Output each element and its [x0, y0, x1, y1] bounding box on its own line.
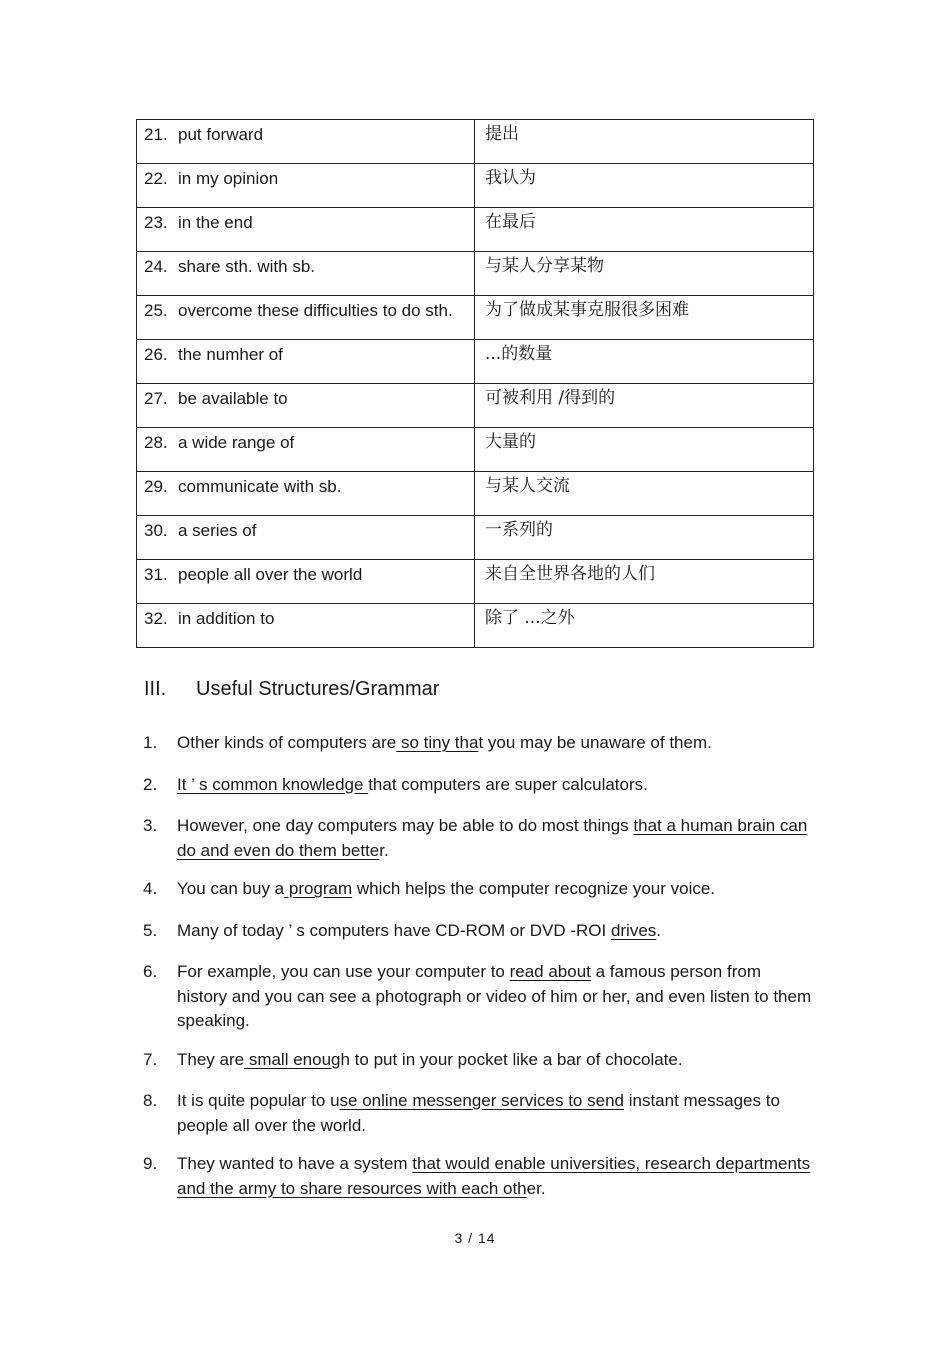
- sentence-fragment: However, one day computers may be able to do most things: [177, 816, 634, 835]
- list-item: [143, 919, 813, 944]
- english-phrase: a wide range of: [178, 433, 295, 452]
- english-phrase-cell: [137, 384, 475, 428]
- english-phrase-cell: [137, 164, 475, 208]
- table-row: [137, 384, 814, 428]
- english-phrase: the numher of: [178, 345, 283, 364]
- vocabulary-table: [136, 119, 814, 648]
- table-row: [137, 560, 814, 604]
- chinese-meaning-cell: ...的数量: [475, 340, 814, 384]
- english-phrase: people all over the world: [178, 565, 363, 584]
- section-title: Useful Structures/Grammar: [196, 678, 440, 700]
- chinese-meaning-cell: 可被利用 /得到的: [475, 384, 814, 428]
- sentence-text: [177, 1152, 813, 1201]
- list-item: [143, 1048, 813, 1073]
- section-heading: [144, 678, 439, 701]
- sentence-fragment: Other kinds of computers are: [177, 733, 397, 752]
- sentence-fragment: .: [656, 920, 662, 940]
- item-number: 21.: [144, 125, 168, 144]
- table-row: [137, 340, 814, 384]
- english-phrase-cell: [137, 208, 475, 252]
- chinese-meaning-cell: 在最后: [475, 208, 814, 252]
- page-number: 3 / 14: [454, 1230, 496, 1246]
- chinese-meaning-cell: 大量的: [475, 428, 814, 472]
- sentence-fragment: r.: [379, 840, 389, 860]
- english-phrase-cell: [137, 516, 475, 560]
- item-number: 24.: [144, 257, 168, 276]
- section-number: III.: [144, 678, 167, 700]
- item-number: 6.: [143, 962, 158, 981]
- underlined-phrase: program: [284, 879, 353, 898]
- chinese-meaning-cell: 与某人交流: [475, 472, 814, 516]
- english-phrase-cell: [137, 472, 475, 516]
- english-phrase: in addition to: [178, 609, 275, 628]
- chinese-meaning-cell: 除了 ...之外: [475, 604, 814, 648]
- english-phrase-cell: [137, 428, 475, 472]
- chinese-meaning-cell: 为了做成某事克服很多困难: [475, 296, 814, 340]
- underlined-phrase: se online messenger services to send: [339, 1091, 624, 1110]
- sentence-fragment: You can buy a: [177, 879, 285, 898]
- list-item: [143, 1089, 813, 1138]
- chinese-meaning-cell: 我认为: [475, 164, 814, 208]
- item-number: 32.: [144, 609, 168, 628]
- item-number: 7.: [143, 1049, 158, 1069]
- table-row: [137, 604, 814, 648]
- sentence-text: [177, 1048, 813, 1073]
- sentence-text: [177, 731, 813, 756]
- english-phrase: be available to: [178, 389, 288, 408]
- table-row: [137, 208, 814, 252]
- item-number: 1.: [143, 733, 158, 752]
- underlined-phrase: that a human brain can do and even do them bette: [177, 816, 808, 860]
- english-phrase-cell: [137, 560, 475, 604]
- sentence-text: [177, 919, 813, 944]
- sentence-fragment: which helps the computer recognize your voice.: [352, 879, 716, 898]
- underlined-phrase: read about: [509, 962, 591, 981]
- chinese-meaning-cell: 来自全世界各地的人们: [475, 560, 814, 604]
- list-item: [143, 773, 813, 798]
- table-row: [137, 428, 814, 472]
- item-number: 2.: [143, 774, 158, 794]
- item-number: 27.: [144, 389, 168, 408]
- chinese-meaning-cell: 提出: [475, 120, 814, 164]
- item-number: 26.: [144, 345, 168, 364]
- table-row: [137, 296, 814, 340]
- english-phrase-cell: [137, 340, 475, 384]
- table-row: [137, 516, 814, 560]
- chinese-meaning-cell: 一系列的: [475, 516, 814, 560]
- english-phrase-cell: [137, 120, 475, 164]
- item-number: 3.: [143, 816, 158, 835]
- vocabulary-table-body: [137, 120, 814, 648]
- sentence-fragment: a famous person from history and you can see a photograph or video of him or her, and even listen to them speaking.: [177, 962, 812, 1030]
- list-item: [143, 1152, 813, 1201]
- english-phrase-cell: [137, 252, 475, 296]
- sentence-fragment: They wanted to have a system: [177, 1154, 413, 1173]
- list-item: [143, 877, 813, 902]
- sentence-text: [177, 773, 813, 798]
- item-number: 4.: [143, 879, 158, 898]
- item-number: 25.: [144, 301, 168, 320]
- sentence-fragment: For example, you can use your computer to: [177, 962, 510, 981]
- sentence-fragment: It is quite popular to u: [177, 1091, 340, 1110]
- table-row: [137, 472, 814, 516]
- sentence-fragment: They are: [177, 1049, 245, 1069]
- table-row: [137, 120, 814, 164]
- item-number: 29.: [144, 477, 168, 496]
- english-phrase: overcome these difficulties to do sth.: [178, 301, 453, 320]
- item-number: 28.: [144, 433, 168, 452]
- sentence-text: [177, 814, 813, 863]
- english-phrase: share sth. with sb.: [178, 257, 316, 276]
- english-phrase: communicate with sb.: [178, 477, 342, 496]
- underlined-phrase: that would enable universities, research departments and the army to share resources with each oth: [177, 1154, 811, 1198]
- sentence-text: [177, 1089, 813, 1138]
- chinese-meaning-cell: 与某人分享某物: [475, 252, 814, 296]
- item-number: 22.: [144, 169, 168, 188]
- underlined-phrase: drives: [610, 920, 657, 940]
- english-phrase: in the end: [178, 213, 253, 232]
- sentence-fragment: that computers are super calculators.: [368, 774, 648, 794]
- sentence-text: [177, 877, 813, 902]
- item-number: 5.: [143, 920, 158, 940]
- english-phrase: a series of: [178, 521, 257, 540]
- sentence-fragment: h to put in your pocket like a bar of chocolate.: [340, 1049, 683, 1069]
- sentence-fragment: instant messages to people all over the world.: [177, 1091, 780, 1135]
- underlined-phrase: small enoug: [244, 1049, 341, 1069]
- table-row: [137, 252, 814, 296]
- list-item: [143, 731, 813, 756]
- english-phrase: put forward: [178, 125, 264, 144]
- table-row: [137, 164, 814, 208]
- item-number: 23.: [144, 213, 168, 232]
- sentence-fragment: Many of today ’ s computers have CD-ROM or DVD -ROI: [177, 920, 611, 940]
- list-item: [143, 814, 813, 863]
- item-number: 30.: [144, 521, 168, 540]
- underlined-phrase: It ’ s common knowledge: [177, 774, 369, 794]
- english-phrase-cell: [137, 604, 475, 648]
- sentence-fragment: t you may be unaware of them.: [478, 733, 712, 752]
- item-number: 9.: [143, 1154, 158, 1173]
- grammar-list: [143, 731, 813, 1201]
- underlined-phrase: so tiny tha: [396, 733, 479, 752]
- item-number: 31.: [144, 565, 168, 584]
- english-phrase-cell: [137, 296, 475, 340]
- sentence-fragment: er.: [526, 1178, 546, 1198]
- list-item: [143, 960, 813, 1034]
- sentence-text: [177, 960, 813, 1034]
- english-phrase: in my opinion: [178, 169, 279, 188]
- item-number: 8.: [143, 1091, 158, 1110]
